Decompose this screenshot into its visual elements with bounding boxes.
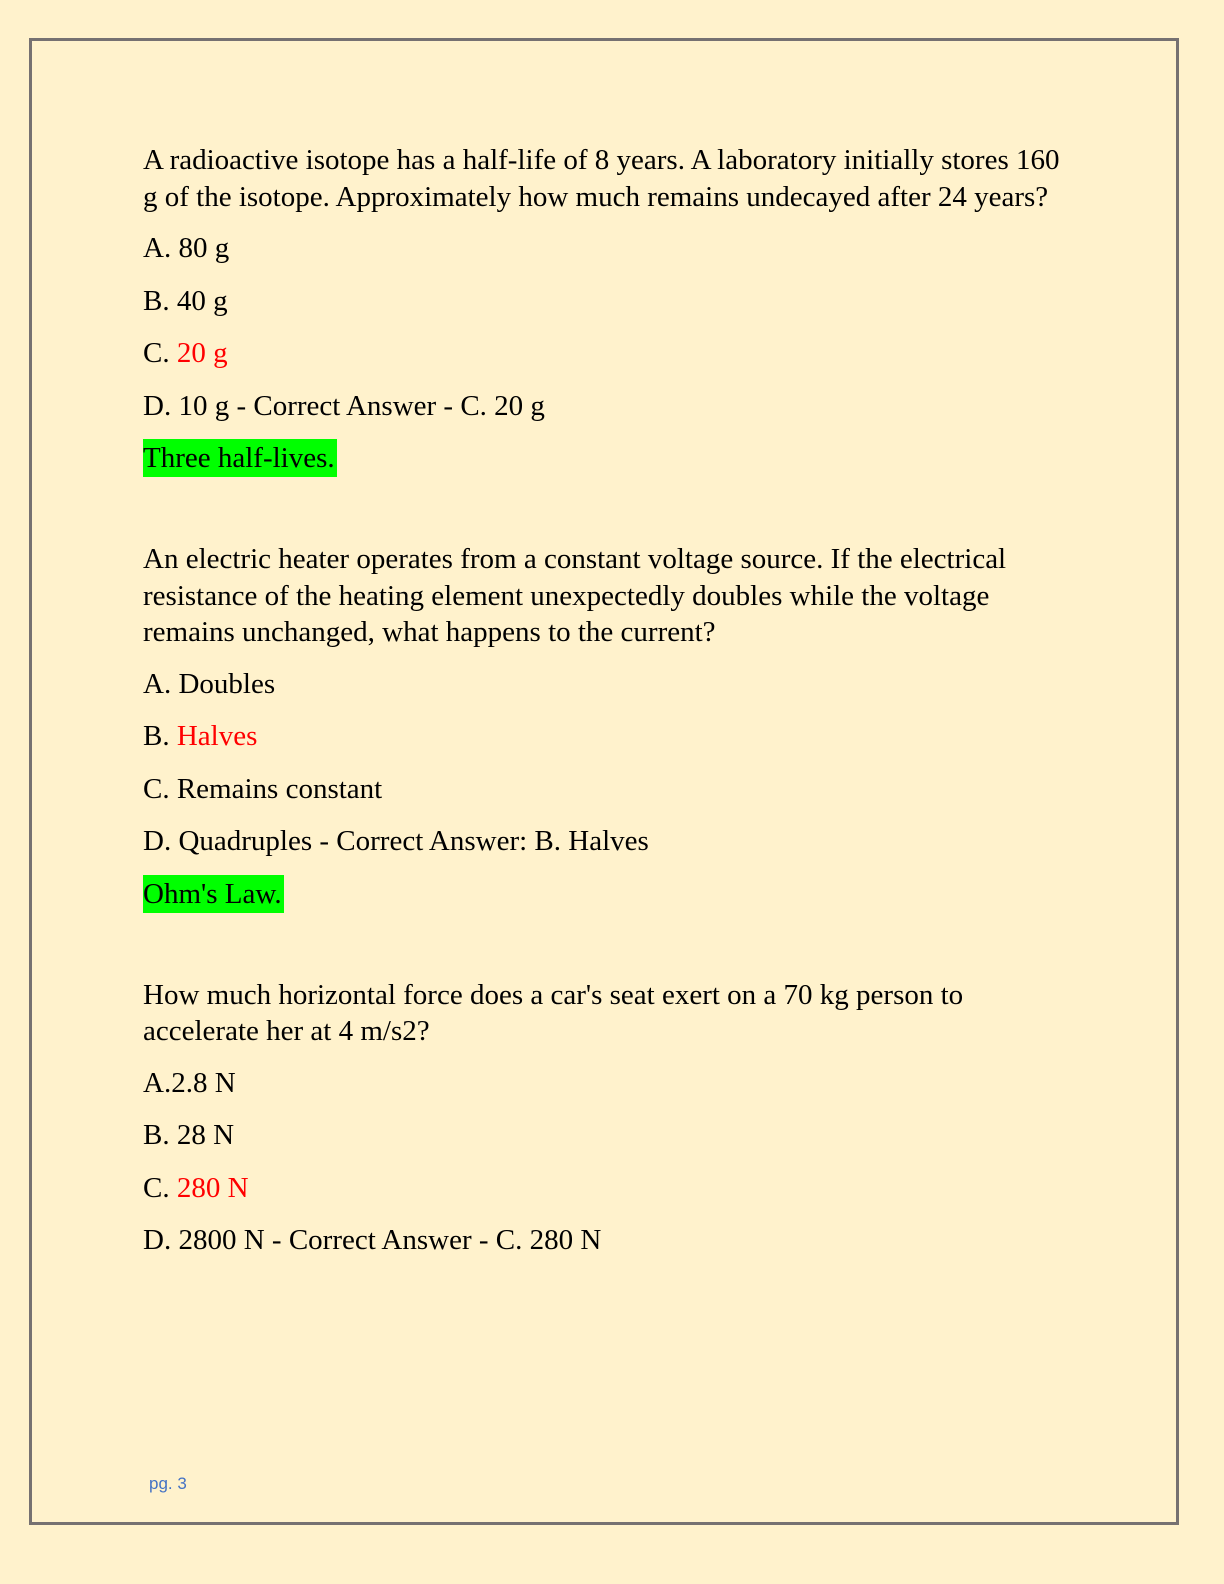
explanation-highlight: Three half-lives. [143, 439, 337, 477]
option-b [143, 717, 1073, 755]
question-3 [143, 977, 1073, 1260]
correct-answer-note: - Correct Answer - C. 20 g [229, 389, 545, 422]
option-c [143, 1169, 1073, 1207]
option-prefix: D. [143, 389, 179, 422]
question-stem: A radioactive isotope has a half-life of 8 years. A laboratory initially stores 160 g of the isotope. Approximately how much remains undecayed after 24 years? [143, 144, 1060, 213]
option-prefix: A. [143, 667, 179, 700]
option-prefix: D. [143, 1224, 179, 1256]
option-prefix: A. [143, 232, 179, 264]
option-a [143, 1064, 1073, 1102]
option-prefix: C. [143, 337, 177, 369]
document-content [143, 142, 1073, 1274]
option-text: 2.8 N [171, 1066, 236, 1099]
option-text: 40 g [176, 284, 228, 317]
option-prefix: C. [143, 772, 177, 805]
correct-option-text: 280 N [176, 1171, 249, 1204]
option-b [143, 1116, 1073, 1154]
option-prefix: A. [143, 1066, 172, 1099]
option-a [143, 665, 1073, 703]
option-c [143, 770, 1073, 808]
question-stem: How much horizontal force does a car's seat exert on a 70 kg person to accelerate her at 4 m/s2? [143, 978, 964, 1047]
option-a [143, 229, 1073, 267]
question-1 [143, 142, 1073, 477]
option-d [143, 1221, 1073, 1259]
option-d [143, 822, 1073, 860]
option-prefix: B. [143, 720, 177, 752]
option-prefix: C. [143, 1171, 177, 1204]
explanation-highlight: Ohm's Law. [143, 875, 284, 913]
question-stem: An electric heater operates from a constant voltage source. If the electrical resistance of the heating element unexpectedly doubles while the voltage remains unchanged, what happens to the current? [143, 543, 1007, 648]
correct-answer-note: - Correct Answer: B. Halves [312, 825, 649, 857]
option-c [143, 334, 1073, 372]
correct-option-text: Halves [176, 720, 258, 752]
option-d [143, 387, 1073, 425]
option-prefix: D. [143, 825, 179, 857]
option-text: 2800 N [178, 1224, 265, 1256]
option-prefix: B. [143, 284, 177, 317]
option-text: 10 g [178, 389, 230, 422]
option-text: Remains constant [176, 772, 383, 805]
option-text: Doubles [178, 667, 276, 700]
option-text: 80 g [178, 232, 230, 264]
question-2 [143, 541, 1073, 913]
correct-answer-note: - Correct Answer - C. 280 N [264, 1224, 602, 1256]
page-number: pg. 3 [149, 1474, 187, 1493]
option-prefix: B. [143, 1119, 177, 1151]
correct-option-text: 20 g [176, 337, 228, 369]
option-b [143, 282, 1073, 320]
option-text: 28 N [176, 1119, 235, 1151]
option-text: Quadruples [178, 825, 313, 857]
